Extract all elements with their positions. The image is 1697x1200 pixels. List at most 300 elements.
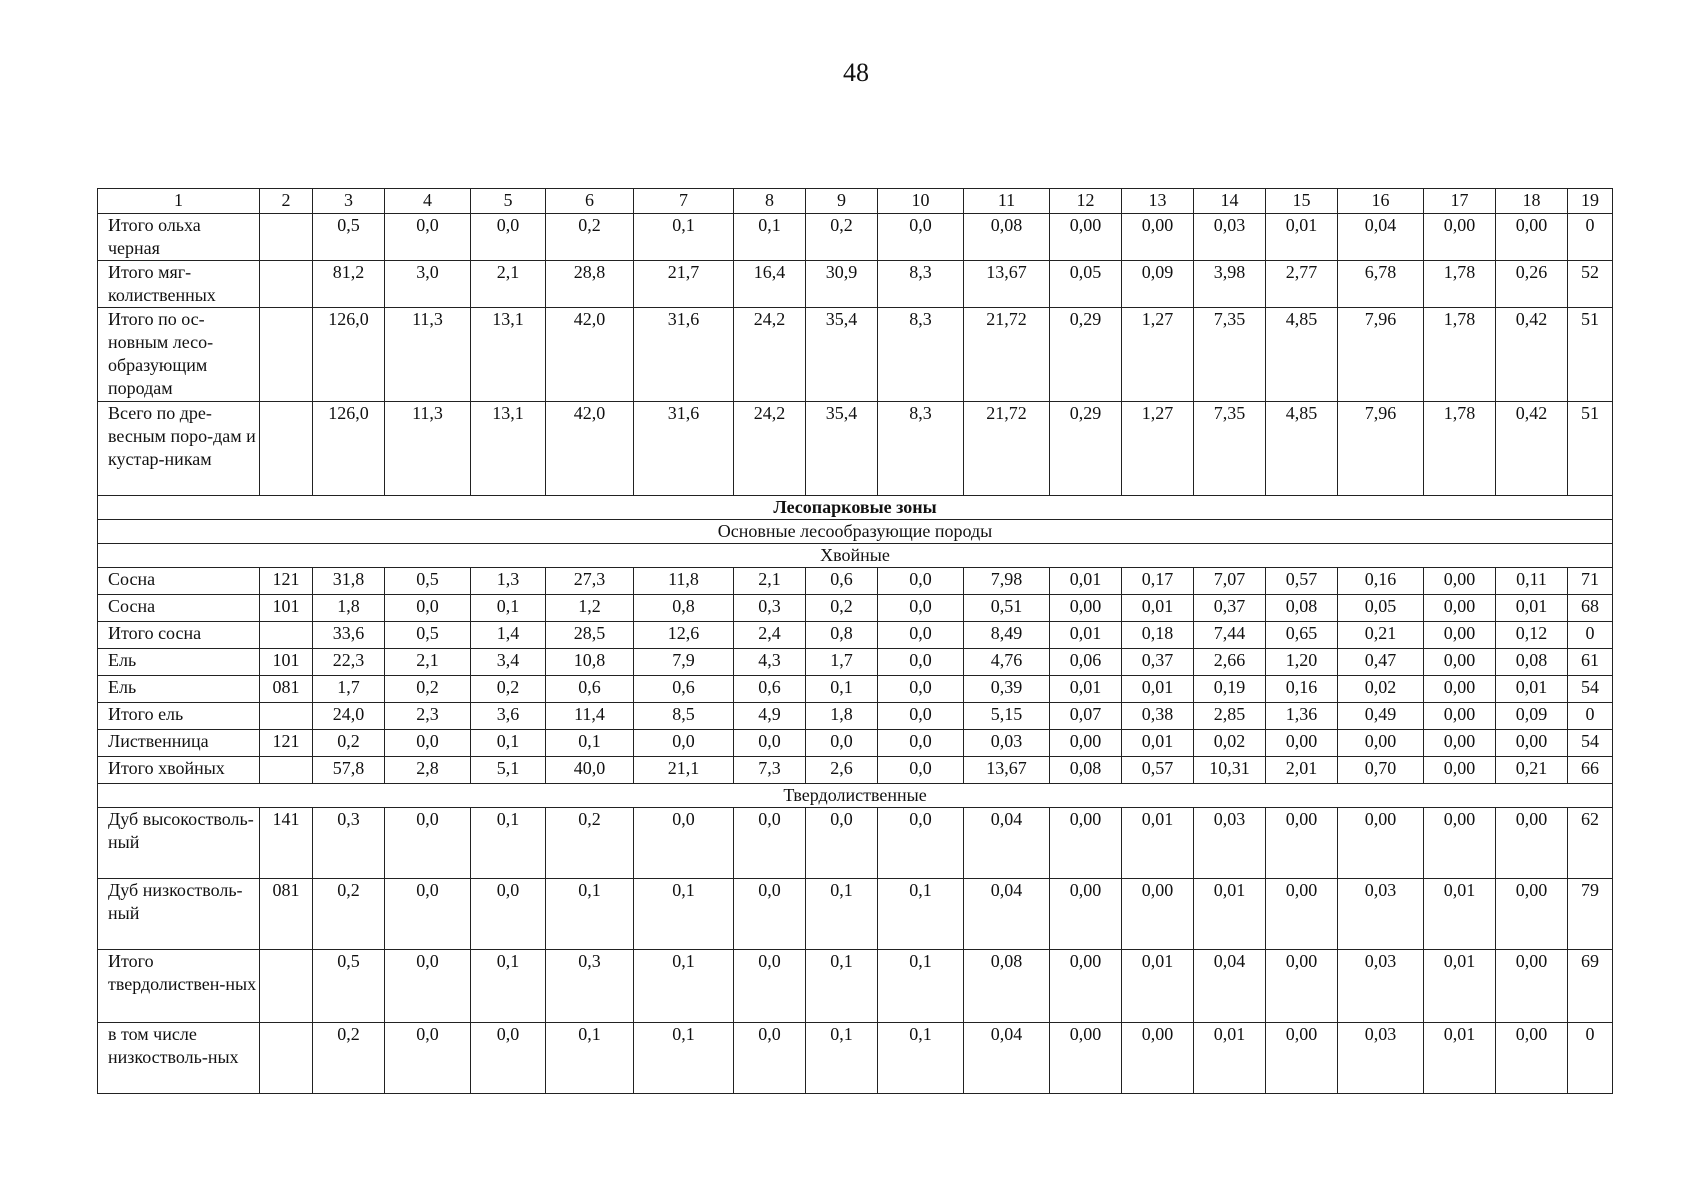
- cell-col-6: 0,2: [546, 214, 634, 261]
- cell-col-3: 0,5: [313, 214, 385, 261]
- cell-col-7: 0,1: [634, 214, 734, 261]
- cell-col-10: 0,0: [878, 730, 964, 757]
- row-name: Итого по ос-новным лесо-образующим породам: [98, 308, 260, 402]
- row-code: [260, 950, 313, 1023]
- cell-col-10: 0,0: [878, 676, 964, 703]
- cell-col-15: 4,85: [1266, 402, 1338, 496]
- cell-col-12: 0,00: [1050, 595, 1122, 622]
- cell-col-10: 0,0: [878, 214, 964, 261]
- cell-col-16: 0,05: [1338, 595, 1424, 622]
- cell-col-11: 0,08: [964, 950, 1050, 1023]
- cell-col-17: 0,00: [1424, 730, 1496, 757]
- cell-col-11: 7,98: [964, 568, 1050, 595]
- cell-col-11: 0,39: [964, 676, 1050, 703]
- table-row: [98, 214, 1613, 261]
- cell-col-7: 31,6: [634, 402, 734, 496]
- cell-col-8: 0,0: [734, 808, 806, 879]
- row-name: Лиственница: [98, 730, 260, 757]
- cell-col-17: 0,00: [1424, 808, 1496, 879]
- cell-col-6: 0,1: [546, 879, 634, 950]
- cell-col-7: 0,6: [634, 676, 734, 703]
- cell-col-15: 2,77: [1266, 261, 1338, 308]
- cell-col-5: 2,1: [471, 261, 546, 308]
- cell-col-14: 7,44: [1194, 622, 1266, 649]
- cell-col-17: 1,78: [1424, 261, 1496, 308]
- cell-col-15: 2,01: [1266, 757, 1338, 784]
- cell-col-7: 21,7: [634, 261, 734, 308]
- cell-col-6: 0,6: [546, 676, 634, 703]
- column-header-3: 3: [313, 189, 385, 214]
- row-code: [260, 757, 313, 784]
- row-name: Итого хвойных: [98, 757, 260, 784]
- cell-col-16: 0,49: [1338, 703, 1424, 730]
- cell-col-17: 0,00: [1424, 214, 1496, 261]
- cell-col-5: 0,2: [471, 676, 546, 703]
- cell-col-7: 0,0: [634, 730, 734, 757]
- cell-col-7: 12,6: [634, 622, 734, 649]
- cell-col-3: 81,2: [313, 261, 385, 308]
- cell-col-12: 0,05: [1050, 261, 1122, 308]
- cell-col-14: 0,02: [1194, 730, 1266, 757]
- cell-col-18: 0,00: [1496, 879, 1568, 950]
- cell-col-4: 0,5: [385, 622, 471, 649]
- cell-col-13: 0,00: [1122, 214, 1194, 261]
- cell-col-4: 2,1: [385, 649, 471, 676]
- cell-col-8: 4,9: [734, 703, 806, 730]
- column-header-11: 11: [964, 189, 1050, 214]
- table-row: [98, 261, 1613, 308]
- cell-col-13: 0,01: [1122, 595, 1194, 622]
- cell-col-11: 0,04: [964, 879, 1050, 950]
- cell-col-6: 28,8: [546, 261, 634, 308]
- cell-col-10: 0,0: [878, 622, 964, 649]
- cell-col-19: 66: [1568, 757, 1613, 784]
- cell-col-4: 2,8: [385, 757, 471, 784]
- cell-col-8: 24,2: [734, 402, 806, 496]
- cell-col-18: 0,00: [1496, 950, 1568, 1023]
- table-row: [98, 757, 1613, 784]
- cell-col-18: 0,09: [1496, 703, 1568, 730]
- cell-col-18: 0,08: [1496, 649, 1568, 676]
- cell-col-8: 7,3: [734, 757, 806, 784]
- column-header-7: 7: [634, 189, 734, 214]
- cell-col-9: 0,1: [806, 676, 878, 703]
- cell-col-11: 5,15: [964, 703, 1050, 730]
- cell-col-5: 0,1: [471, 950, 546, 1023]
- row-code: 101: [260, 649, 313, 676]
- cell-col-7: 0,1: [634, 1023, 734, 1094]
- cell-col-7: 0,0: [634, 808, 734, 879]
- row-name: Итого сосна: [98, 622, 260, 649]
- cell-col-5: 0,0: [471, 1023, 546, 1094]
- page-number: 48: [843, 58, 869, 87]
- cell-col-9: 1,7: [806, 649, 878, 676]
- row-name: Дуб низкостволь-ный: [98, 879, 260, 950]
- cell-col-19: 68: [1568, 595, 1613, 622]
- cell-col-4: 0,5: [385, 568, 471, 595]
- cell-col-16: 6,78: [1338, 261, 1424, 308]
- cell-col-3: 0,5: [313, 950, 385, 1023]
- section-hardwood-row: [98, 784, 1613, 808]
- cell-col-18: 0,01: [1496, 676, 1568, 703]
- row-code: [260, 214, 313, 261]
- cell-col-3: 57,8: [313, 757, 385, 784]
- cell-col-15: 0,00: [1266, 1023, 1338, 1094]
- cell-col-6: 0,2: [546, 808, 634, 879]
- cell-col-12: 0,00: [1050, 730, 1122, 757]
- cell-col-10: 0,1: [878, 879, 964, 950]
- row-code: 141: [260, 808, 313, 879]
- cell-col-6: 40,0: [546, 757, 634, 784]
- cell-col-12: 0,00: [1050, 1023, 1122, 1094]
- cell-col-10: 0,0: [878, 568, 964, 595]
- cell-col-16: 0,21: [1338, 622, 1424, 649]
- cell-col-14: 7,35: [1194, 308, 1266, 402]
- cell-col-17: 1,78: [1424, 308, 1496, 402]
- section-conifer-row-label: Хвойные: [98, 544, 1613, 568]
- cell-col-4: 3,0: [385, 261, 471, 308]
- cell-col-9: 0,6: [806, 568, 878, 595]
- cell-col-9: 0,0: [806, 730, 878, 757]
- column-header-14: 14: [1194, 189, 1266, 214]
- data-table: [97, 188, 1613, 1094]
- cell-col-15: 0,57: [1266, 568, 1338, 595]
- cell-col-4: 0,0: [385, 595, 471, 622]
- cell-col-17: 0,00: [1424, 568, 1496, 595]
- row-code: [260, 261, 313, 308]
- cell-col-18: 0,00: [1496, 214, 1568, 261]
- cell-col-8: 24,2: [734, 308, 806, 402]
- cell-col-10: 0,1: [878, 1023, 964, 1094]
- column-header-18: 18: [1496, 189, 1568, 214]
- cell-col-8: 0,0: [734, 879, 806, 950]
- row-name: Ель: [98, 649, 260, 676]
- cell-col-14: 0,04: [1194, 950, 1266, 1023]
- row-code: 121: [260, 730, 313, 757]
- row-name: Сосна: [98, 568, 260, 595]
- column-header-4: 4: [385, 189, 471, 214]
- cell-col-19: 52: [1568, 261, 1613, 308]
- row-code: 081: [260, 676, 313, 703]
- cell-col-3: 24,0: [313, 703, 385, 730]
- row-name: Итого твердолиствен-ных: [98, 950, 260, 1023]
- cell-col-6: 11,4: [546, 703, 634, 730]
- cell-col-8: 2,4: [734, 622, 806, 649]
- cell-col-7: 0,1: [634, 879, 734, 950]
- cell-col-15: 0,16: [1266, 676, 1338, 703]
- cell-col-15: 0,00: [1266, 879, 1338, 950]
- cell-col-15: 1,36: [1266, 703, 1338, 730]
- cell-col-19: 54: [1568, 676, 1613, 703]
- cell-col-8: 0,0: [734, 730, 806, 757]
- row-code: [260, 703, 313, 730]
- cell-col-3: 1,8: [313, 595, 385, 622]
- cell-col-16: 0,03: [1338, 879, 1424, 950]
- row-name: Итого мяг-колиственных: [98, 261, 260, 308]
- cell-col-8: 0,3: [734, 595, 806, 622]
- cell-col-13: 0,37: [1122, 649, 1194, 676]
- section-zone-row-label: Лесопарковые зоны: [98, 496, 1613, 520]
- cell-col-12: 0,06: [1050, 649, 1122, 676]
- cell-col-13: 0,00: [1122, 1023, 1194, 1094]
- cell-col-16: 0,47: [1338, 649, 1424, 676]
- cell-col-14: 7,35: [1194, 402, 1266, 496]
- cell-col-9: 35,4: [806, 402, 878, 496]
- cell-col-12: 0,00: [1050, 808, 1122, 879]
- cell-col-7: 31,6: [634, 308, 734, 402]
- cell-col-4: 11,3: [385, 308, 471, 402]
- cell-col-14: 0,37: [1194, 595, 1266, 622]
- cell-col-6: 42,0: [546, 402, 634, 496]
- header-row: [98, 189, 1613, 214]
- cell-col-13: 1,27: [1122, 308, 1194, 402]
- cell-col-9: 35,4: [806, 308, 878, 402]
- cell-col-4: 0,0: [385, 808, 471, 879]
- cell-col-16: 0,03: [1338, 1023, 1424, 1094]
- cell-col-18: 0,00: [1496, 808, 1568, 879]
- column-header-5: 5: [471, 189, 546, 214]
- cell-col-13: 0,09: [1122, 261, 1194, 308]
- column-header-12: 12: [1050, 189, 1122, 214]
- cell-col-14: 2,66: [1194, 649, 1266, 676]
- cell-col-17: 0,00: [1424, 676, 1496, 703]
- cell-col-5: 0,0: [471, 879, 546, 950]
- cell-col-19: 0: [1568, 1023, 1613, 1094]
- row-code: [260, 622, 313, 649]
- cell-col-13: 0,17: [1122, 568, 1194, 595]
- cell-col-18: 0,01: [1496, 595, 1568, 622]
- row-name: Дуб высокостволь-ный: [98, 808, 260, 879]
- cell-col-5: 0,1: [471, 595, 546, 622]
- cell-col-5: 3,6: [471, 703, 546, 730]
- cell-col-7: 11,8: [634, 568, 734, 595]
- cell-col-5: 13,1: [471, 402, 546, 496]
- cell-col-13: 0,01: [1122, 676, 1194, 703]
- cell-col-14: 0,01: [1194, 1023, 1266, 1094]
- cell-col-17: 0,00: [1424, 649, 1496, 676]
- column-header-15: 15: [1266, 189, 1338, 214]
- row-name: Всего по дре-весным поро-дам и кустар-никам: [98, 402, 260, 496]
- row-code: [260, 402, 313, 496]
- table-row: [98, 730, 1613, 757]
- cell-col-9: 0,0: [806, 808, 878, 879]
- cell-col-14: 10,31: [1194, 757, 1266, 784]
- table-row: [98, 649, 1613, 676]
- cell-col-19: 0: [1568, 622, 1613, 649]
- cell-col-16: 7,96: [1338, 402, 1424, 496]
- column-header-8: 8: [734, 189, 806, 214]
- cell-col-3: 0,2: [313, 1023, 385, 1094]
- cell-col-10: 8,3: [878, 261, 964, 308]
- cell-col-5: 0,0: [471, 214, 546, 261]
- table-row: [98, 703, 1613, 730]
- cell-col-5: 3,4: [471, 649, 546, 676]
- cell-col-11: 4,76: [964, 649, 1050, 676]
- cell-col-12: 0,00: [1050, 214, 1122, 261]
- cell-col-14: 3,98: [1194, 261, 1266, 308]
- cell-col-7: 0,1: [634, 950, 734, 1023]
- cell-col-6: 0,1: [546, 1023, 634, 1094]
- section-main-row-label: Основные лесообразующие породы: [98, 520, 1613, 544]
- cell-col-15: 1,20: [1266, 649, 1338, 676]
- cell-col-4: 0,0: [385, 214, 471, 261]
- cell-col-3: 33,6: [313, 622, 385, 649]
- cell-col-19: 0: [1568, 214, 1613, 261]
- table-row: [98, 808, 1613, 879]
- cell-col-15: 0,00: [1266, 808, 1338, 879]
- cell-col-15: 0,01: [1266, 214, 1338, 261]
- cell-col-9: 0,2: [806, 595, 878, 622]
- cell-col-5: 5,1: [471, 757, 546, 784]
- cell-col-15: 0,00: [1266, 950, 1338, 1023]
- cell-col-3: 0,2: [313, 879, 385, 950]
- cell-col-4: 11,3: [385, 402, 471, 496]
- row-name: Сосна: [98, 595, 260, 622]
- cell-col-16: 0,02: [1338, 676, 1424, 703]
- cell-col-5: 0,1: [471, 730, 546, 757]
- cell-col-14: 0,03: [1194, 214, 1266, 261]
- cell-col-9: 0,1: [806, 879, 878, 950]
- cell-col-16: 0,70: [1338, 757, 1424, 784]
- cell-col-19: 0: [1568, 703, 1613, 730]
- table-row: [98, 402, 1613, 496]
- cell-col-3: 126,0: [313, 402, 385, 496]
- cell-col-6: 1,2: [546, 595, 634, 622]
- cell-col-8: 4,3: [734, 649, 806, 676]
- cell-col-16: 0,00: [1338, 808, 1424, 879]
- cell-col-18: 0,42: [1496, 402, 1568, 496]
- cell-col-18: 0,21: [1496, 757, 1568, 784]
- row-name: в том числе низкостволь-ных: [98, 1023, 260, 1094]
- cell-col-10: 0,1: [878, 950, 964, 1023]
- cell-col-17: 0,00: [1424, 595, 1496, 622]
- cell-col-18: 0,26: [1496, 261, 1568, 308]
- table-row: [98, 1023, 1613, 1094]
- cell-col-10: 0,0: [878, 595, 964, 622]
- cell-col-17: 0,00: [1424, 703, 1496, 730]
- table-row: [98, 308, 1613, 402]
- table-row: [98, 676, 1613, 703]
- cell-col-15: 0,00: [1266, 730, 1338, 757]
- table-row: [98, 622, 1613, 649]
- cell-col-10: 8,3: [878, 308, 964, 402]
- cell-col-10: 0,0: [878, 703, 964, 730]
- cell-col-17: 0,00: [1424, 757, 1496, 784]
- cell-col-18: 0,11: [1496, 568, 1568, 595]
- cell-col-6: 0,1: [546, 730, 634, 757]
- cell-col-10: 0,0: [878, 649, 964, 676]
- cell-col-14: 2,85: [1194, 703, 1266, 730]
- cell-col-16: 7,96: [1338, 308, 1424, 402]
- cell-col-18: 0,00: [1496, 730, 1568, 757]
- cell-col-4: 0,0: [385, 730, 471, 757]
- cell-col-9: 0,8: [806, 622, 878, 649]
- cell-col-10: 0,0: [878, 808, 964, 879]
- cell-col-11: 0,04: [964, 808, 1050, 879]
- cell-col-4: 0,2: [385, 676, 471, 703]
- cell-col-3: 1,7: [313, 676, 385, 703]
- cell-col-4: 0,0: [385, 1023, 471, 1094]
- section-main-row: [98, 520, 1613, 544]
- row-name: Итого ольха черная: [98, 214, 260, 261]
- cell-col-7: 8,5: [634, 703, 734, 730]
- row-code: 081: [260, 879, 313, 950]
- cell-col-3: 126,0: [313, 308, 385, 402]
- cell-col-11: 13,67: [964, 757, 1050, 784]
- cell-col-15: 4,85: [1266, 308, 1338, 402]
- cell-col-3: 0,2: [313, 730, 385, 757]
- cell-col-13: 0,01: [1122, 730, 1194, 757]
- cell-col-3: 31,8: [313, 568, 385, 595]
- cell-col-9: 2,6: [806, 757, 878, 784]
- cell-col-12: 0,01: [1050, 676, 1122, 703]
- cell-col-6: 42,0: [546, 308, 634, 402]
- cell-col-19: 51: [1568, 308, 1613, 402]
- cell-col-8: 0,0: [734, 950, 806, 1023]
- cell-col-9: 0,1: [806, 950, 878, 1023]
- cell-col-11: 0,04: [964, 1023, 1050, 1094]
- cell-col-12: 0,07: [1050, 703, 1122, 730]
- cell-col-19: 62: [1568, 808, 1613, 879]
- cell-col-17: 1,78: [1424, 402, 1496, 496]
- cell-col-9: 30,9: [806, 261, 878, 308]
- table-row: [98, 568, 1613, 595]
- cell-col-3: 0,3: [313, 808, 385, 879]
- cell-col-12: 0,29: [1050, 402, 1122, 496]
- cell-col-12: 0,00: [1050, 879, 1122, 950]
- cell-col-18: 0,42: [1496, 308, 1568, 402]
- cell-col-19: 69: [1568, 950, 1613, 1023]
- column-header-9: 9: [806, 189, 878, 214]
- column-header-17: 17: [1424, 189, 1496, 214]
- cell-col-6: 10,8: [546, 649, 634, 676]
- cell-col-11: 0,51: [964, 595, 1050, 622]
- table-row: [98, 595, 1613, 622]
- cell-col-3: 22,3: [313, 649, 385, 676]
- column-header-1: 1: [98, 189, 260, 214]
- cell-col-8: 0,6: [734, 676, 806, 703]
- cell-col-5: 1,4: [471, 622, 546, 649]
- cell-col-12: 0,00: [1050, 950, 1122, 1023]
- cell-col-5: 0,1: [471, 808, 546, 879]
- cell-col-5: 13,1: [471, 308, 546, 402]
- column-header-13: 13: [1122, 189, 1194, 214]
- cell-col-13: 1,27: [1122, 402, 1194, 496]
- section-conifer-row: [98, 544, 1613, 568]
- row-code: 121: [260, 568, 313, 595]
- cell-col-19: 61: [1568, 649, 1613, 676]
- cell-col-14: 0,19: [1194, 676, 1266, 703]
- row-name: Итого ель: [98, 703, 260, 730]
- cell-col-11: 21,72: [964, 308, 1050, 402]
- row-code: 101: [260, 595, 313, 622]
- cell-col-4: 2,3: [385, 703, 471, 730]
- cell-col-15: 0,65: [1266, 622, 1338, 649]
- cell-col-18: 0,00: [1496, 1023, 1568, 1094]
- cell-col-4: 0,0: [385, 879, 471, 950]
- cell-col-19: 71: [1568, 568, 1613, 595]
- cell-col-13: 0,01: [1122, 808, 1194, 879]
- column-header-19: 19: [1568, 189, 1613, 214]
- cell-col-19: 51: [1568, 402, 1613, 496]
- section-zone-row: [98, 496, 1613, 520]
- cell-col-8: 2,1: [734, 568, 806, 595]
- cell-col-17: 0,01: [1424, 950, 1496, 1023]
- cell-col-12: 0,01: [1050, 568, 1122, 595]
- cell-col-19: 54: [1568, 730, 1613, 757]
- column-header-2: 2: [260, 189, 313, 214]
- row-code: [260, 308, 313, 402]
